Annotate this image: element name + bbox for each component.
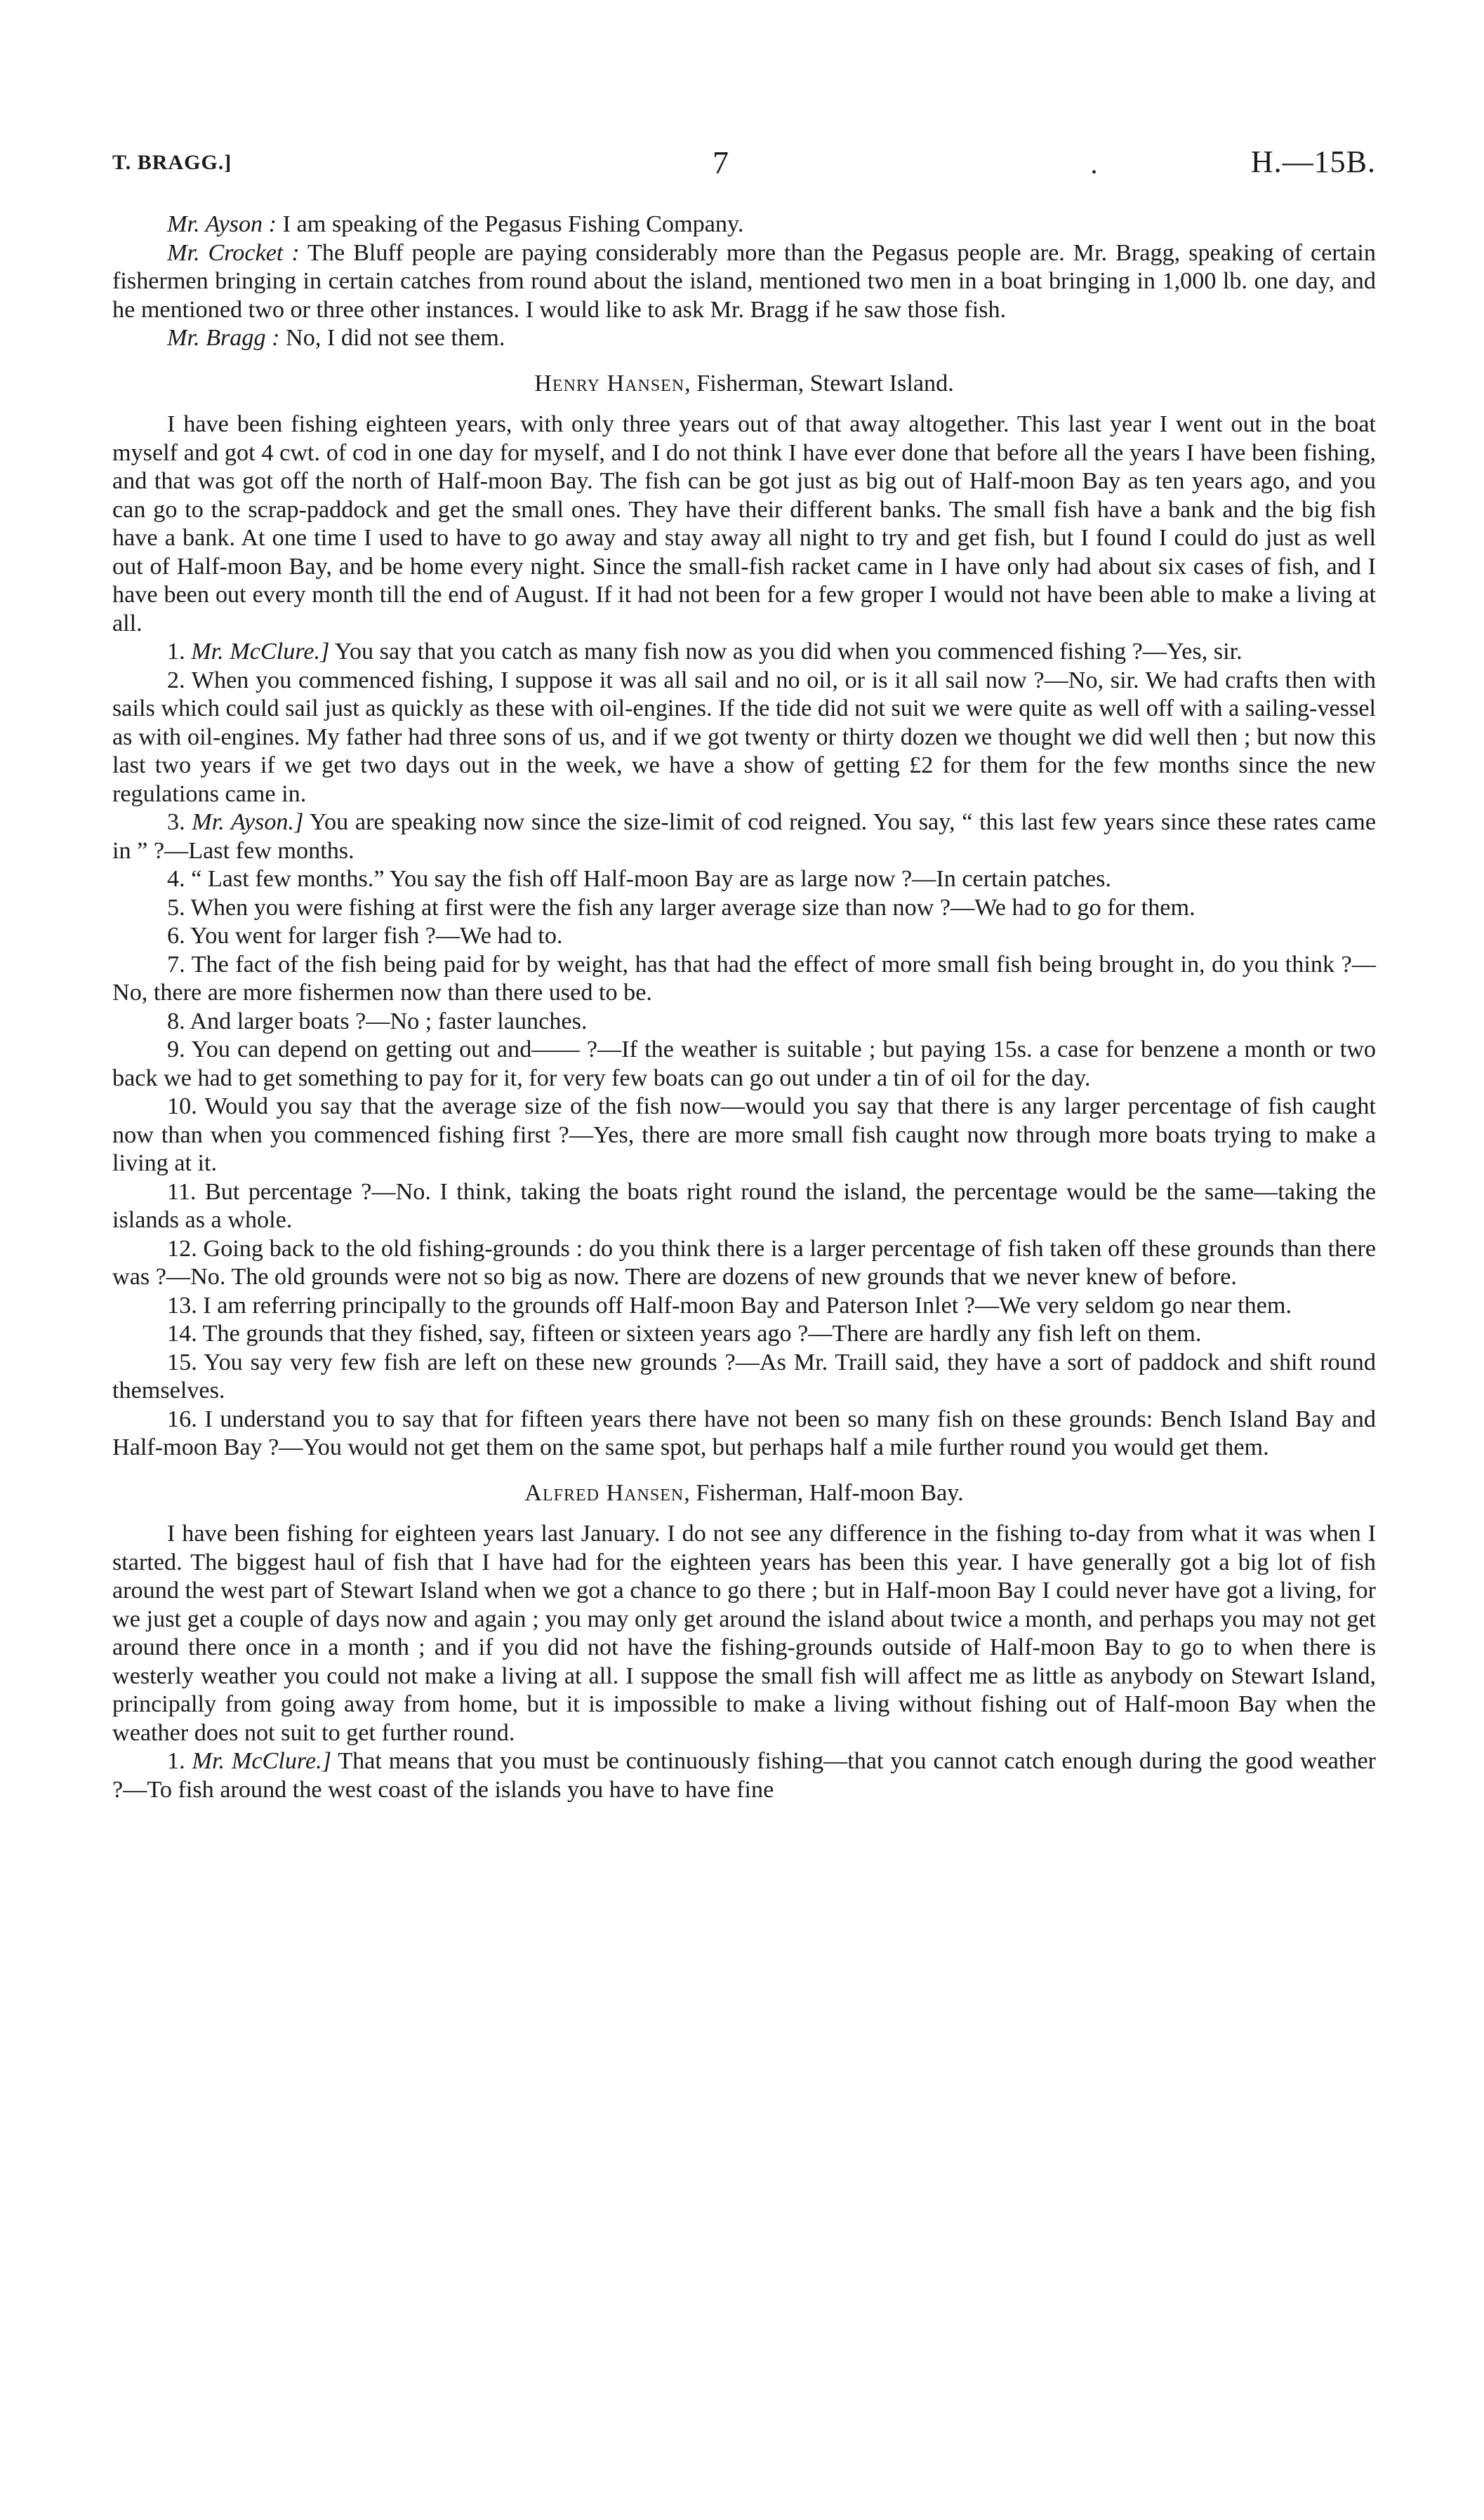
question-answer: 4. “ Last few months.” You say the fish off Half-moon Bay are as large now ?—In certain patches. xyxy=(167,866,1111,892)
speaker: Mr. Ayson : xyxy=(167,211,277,237)
speaker: Mr. Bragg : xyxy=(167,325,280,351)
question-answer: 8. And larger boats ?—No ; faster launches. xyxy=(167,1008,588,1034)
page-header xyxy=(112,144,1376,186)
speaker: Mr. Ayson.] xyxy=(192,809,304,835)
speaker: Mr. McClure.] xyxy=(192,1748,331,1774)
document-body xyxy=(112,211,1376,1804)
intro-paragraph xyxy=(112,324,1376,353)
witness-statement: I have been fishing for eighteen years last January. I do not see any difference in the fishing to-day from what it was when I started. The biggest haul of fish that I have had for the eighteen years has been this year. I have generally got a big lot of fish around the west part of Stewart Island when we got a chance to go there ; but in Half-moon Bay I could never have got a living, for we just get a couple of days now and again ; you may only get around the island about twice a month, and perhaps you may not get around there once in a month ; and if you did not have the fishing-grounds outside of Half-moon Bay to go to when there is westerly weather you could not make a living at all. I suppose the small fish will affect me as little as anybody on Stewart Island, principally from going away from home, but it is impossible to make a living without fishing out of Half-moon Bay when the weather does not suit to get further round. xyxy=(112,1521,1376,1746)
question-answer: 7. The fact of the fish being paid for by weight, has that had the effect of more small fish being brought in, do you think ?—No, there are more fishermen now than there used to be. xyxy=(112,951,1376,1006)
question-answer: 13. I am referring principally to the grounds off Half-moon Bay and Paterson Inlet ?—We very seldom go near them. xyxy=(167,1292,1292,1319)
witness-heading xyxy=(112,1479,1376,1508)
speaker: Mr. McClure.] xyxy=(191,639,330,665)
stray-mark: • xyxy=(1092,165,1097,180)
witness-name: Henry Hansen xyxy=(534,370,685,396)
speech: The Bluff people are paying considerably more than the Pegasus people are. Mr. Bragg, speaking of certain fishermen bringing in certain catches from round about the island, mentioned two men in a boat bringing in 1,000 lb. one day, and he mentioned two or three other instances. I would like to ask Mr. Bragg if he saw those fish. xyxy=(112,239,1376,323)
question-answer: 1. Mr. McClure.] You say that you catch as many fish now as you did when you commenced fishing ?—Yes, sir. xyxy=(167,639,1243,665)
speaker: Mr. Crocket : xyxy=(167,239,300,266)
question-answer: 3. Mr. Ayson.] You are speaking now since the size-limit of cod reigned. You say, “ this last few years since these rates came in ” ?—Last few months. xyxy=(112,809,1377,864)
question-answer: 12. Going back to the old fishing-grounds : do you think there is a larger percentage of fish taken off these grounds than there was ?—No. The old grounds were not so big as now. There are dozens of new grounds that we never knew of before. xyxy=(112,1235,1377,1290)
speech: I am speaking of the Pegasus Fishing Company. xyxy=(277,211,744,237)
question-answer: 16. I understand you to say that for fifteen years there have not been so many fish on these grounds: Bench Island Bay and Half-moon Bay ?—You would not get them on the same spot, but perhaps half a mile further round you would get them. xyxy=(112,1406,1376,1460)
question-answer: 5. When you were fishing at first were the fish any larger average size than now ?—We had to go for them. xyxy=(167,894,1195,921)
question-answer: 15. You say very few fish are left on these new grounds ?—As Mr. Traill said, they have a sort of paddock and shift round themselves. xyxy=(112,1349,1376,1404)
speech: No, I did not see them. xyxy=(279,325,505,351)
document-reference: H.—15B. xyxy=(1250,145,1376,179)
question-answer: 14. The grounds that they fished, say, fifteen or sixteen years ago ?—There are hardly any fish left on them. xyxy=(167,1321,1202,1347)
page-number: 7 xyxy=(713,145,729,180)
question-answer: 11. But percentage ?—No. I think, taking the boats right round the island, the percentage would be the same—taking the islands as a whole. xyxy=(112,1178,1376,1233)
witness-role: , Fisherman, Half-moon Bay. xyxy=(684,1479,964,1506)
header-witness: T. BRAGG.] xyxy=(112,151,232,174)
question-answer: 10. Would you say that the average size of the fish now—would you say that there is any larger percentage of fish caught now than when you commenced fishing first ?—Yes, there are more small fish caught now through more boats trying to make a living at it. xyxy=(112,1093,1376,1176)
witness-heading xyxy=(112,370,1376,399)
intro-paragraph xyxy=(112,211,1376,239)
witness-name: Alfred Hansen xyxy=(524,1479,684,1506)
question-answer: 9. You can depend on getting out and—— ?—If the weather is suitable ; but paying 15s. a case for benzene a month or two back we had to get something to pay for it, for very few boats can go out under a tin of oil for the day. xyxy=(112,1036,1376,1091)
witness-role: , Fisherman, Stewart Island. xyxy=(684,370,954,396)
question-answer: 1. Mr. McClure.] That means that you must be continuously fishing—that you cannot catch enough during the good weather ?—To fish around the west coast of the islands you have to have fine xyxy=(112,1748,1377,1803)
question-answer: 2. When you commenced fishing, I suppose it was all sail and no oil, or is it all sail now ?—No, sir. We had crafts then with sails which could sail just as quickly as these with oil-engines. If the tide did not suit we were quite as well off with a sailing-vessel as with oil-engines. My father had three sons of us, and if we got twenty or thirty dozen we thought we did well then ; but now this last two years if we get two days out in the week, we have a show of getting £2 for them for the few months since the new regulations came in. xyxy=(112,667,1376,807)
intro-paragraph xyxy=(112,239,1376,325)
witness-statement: I have been fishing eighteen years, with only three years out of that away altogether. This last year I went out in the boat myself and got 4 cwt. of cod in one day for myself, and I do not think I have ever done that before all the years I have been fishing, and that was got off the north of Half-moon Bay. The fish can be got just as big out of Half-moon Bay as ten years ago, and you can go to the scrap-paddock and get the small ones. They have their different banks. The small fish have a bank and the big fish have a bank. At one time I used to have to go away and stay away all night to try and get fish, but I found I could do just as well out of Half-moon Bay, and be home every night. Since the small-fish racket came in I have only had about six cases of fish, and I have been out every month till the end of August. If it had not been for a few groper I would not have been able to make a living at all. xyxy=(112,411,1376,636)
question-answer: 6. You went for larger fish ?—We had to. xyxy=(167,923,563,949)
